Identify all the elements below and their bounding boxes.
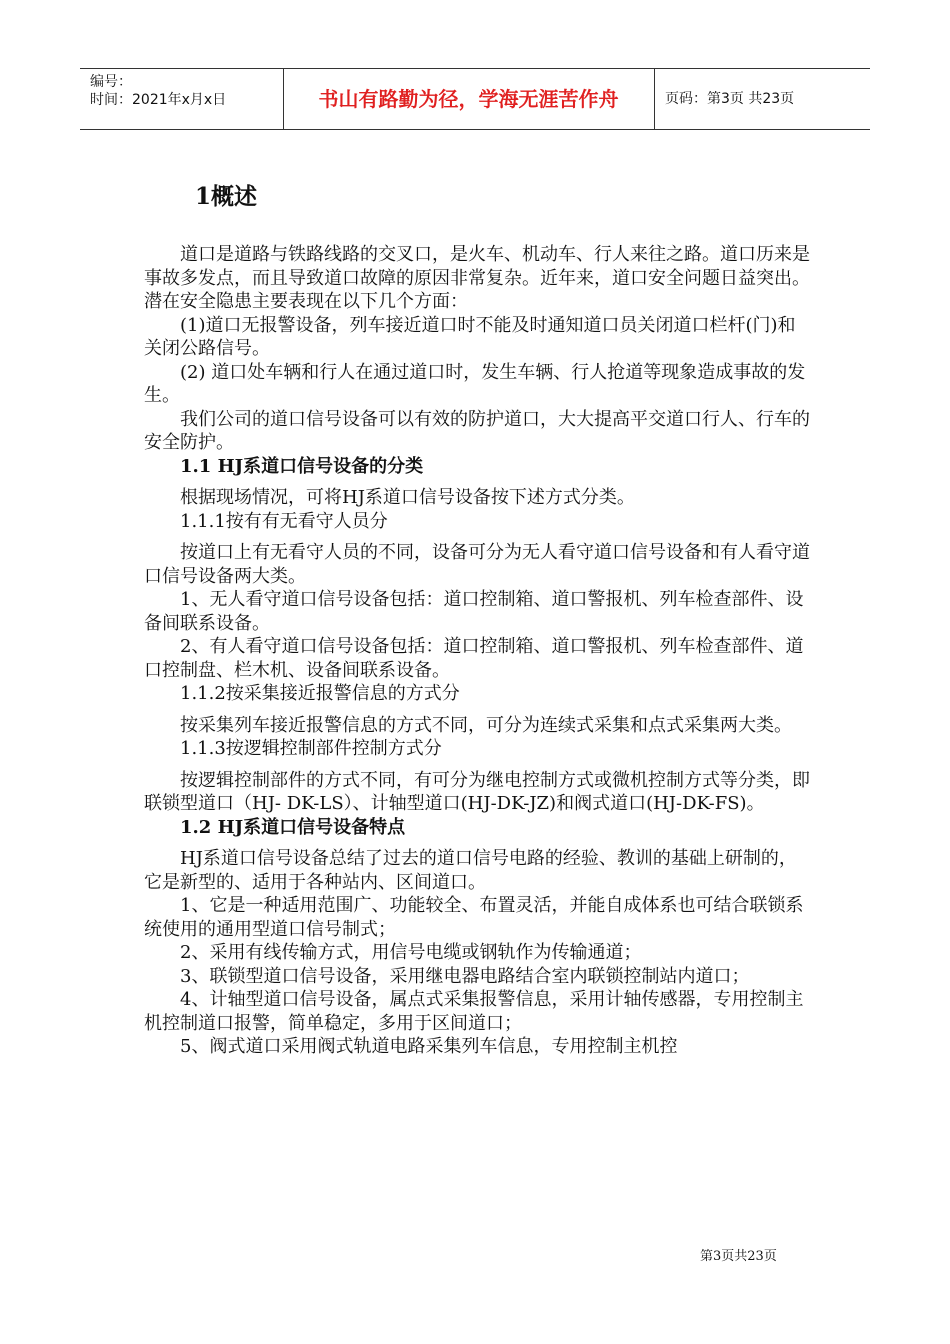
- subsection-heading: 1.1.1按有有无看守人员分: [180, 510, 388, 532]
- paragraph: 按道口上有无看守人员的不同，设备可分为无人看守道口信号设备和有人看守道口信号设备两大类。: [144, 542, 810, 587]
- header-time: 时间：2021年x月x日: [90, 92, 227, 108]
- header-number: 编号：: [90, 74, 132, 90]
- chapter-title: 1概述: [195, 183, 258, 210]
- paragraph: 根据现场情况，可将HJ系道口信号设备按下述方式分类。: [180, 487, 635, 508]
- paragraph: 1、无人看守道口信号设备包括：道口控制箱、道口警报机、列车检查部件、设备间联系设备。: [144, 589, 804, 634]
- subsection-heading: 1.1.3按逻辑控制部件控制方式分: [180, 738, 442, 759]
- page-footer: 第3页共23页: [700, 1249, 777, 1264]
- subsection-heading: 1.1.2按采集接近报警信息的方式分: [180, 683, 460, 704]
- paragraph: 按逻辑控制部件的方式不同，有可分为继电控制方式或微机控制方式等分类，即联锁型道口（HJ- DK-LS）、计轴型道口(HJ-DK-JZ)和阀式道口(HJ-DK-FS)。: [144, 769, 810, 814]
- paragraph: 2、有人看守道口信号设备包括：道口控制箱、道口警报机、列车检查部件、道口控制盘、栏木机、设备间联系设备。: [144, 636, 804, 681]
- paragraph: 道口是道路与铁路线路的交叉口，是火车、机动车、行人来往之路。道口历来是事故多发点，而且导致道口故障的原因非常复杂。近年来，道口安全问题日益突出。潜在安全隐患主要表现在以下几个方面：: [144, 244, 810, 312]
- paragraph: (1)道口无报警设备，列车接近道口时不能及时通知道口员关闭道口栏杆(门)和关闭公路信号。: [144, 314, 796, 359]
- paragraph: 5、阀式道口采用阀式轨道电路采集列车信息，专用控制主机控: [180, 1036, 678, 1057]
- document-body: [144, 243, 812, 1059]
- section-heading: 1.1 HJ系道口信号设备的分类: [180, 455, 424, 477]
- paragraph: 按采集列车接近报警信息的方式不同，可分为连续式采集和点式采集两大类。: [180, 714, 792, 736]
- paragraph: 4、计轴型道口信号设备，属点式采集报警信息，采用计轴传感器，专用控制主机控制道口报警，简单稳定，多用于区间道口；: [144, 989, 804, 1034]
- paragraph: 我们公司的道口信号设备可以有效的防护道口，大大提高平交道口行人、行车的安全防护。: [144, 408, 810, 453]
- paragraph: 2、采用有线传输方式，用信号电缆或钢轨作为传输通道；: [180, 942, 642, 963]
- header-page: 页码：第3页 共23页: [665, 91, 795, 107]
- header-motto: 书山有路勤为径，学海无涯苦作舟: [283, 69, 655, 129]
- section-heading: 1.2 HJ系道口信号设备特点: [180, 816, 406, 838]
- paragraph: (2) 道口处车辆和行人在通过道口时，发生车辆、行人抢道等现象造成事故的发生。: [144, 361, 806, 406]
- page-header: [80, 68, 870, 130]
- paragraph: HJ系道口信号设备总结了过去的道口信号电路的经验、教训的基础上研制的，它是新型的、适用于各种站内、区间道口。: [144, 848, 797, 893]
- paragraph: 3、联锁型道口信号设备，采用继电器电路结合室内联锁控制站内道口；: [180, 965, 750, 987]
- header-meta-cell: [80, 69, 284, 129]
- paragraph: 1、它是一种适用范围广、功能较全、布置灵活，并能自成体系也可结合联锁系统使用的通用型道口信号制式；: [144, 895, 804, 940]
